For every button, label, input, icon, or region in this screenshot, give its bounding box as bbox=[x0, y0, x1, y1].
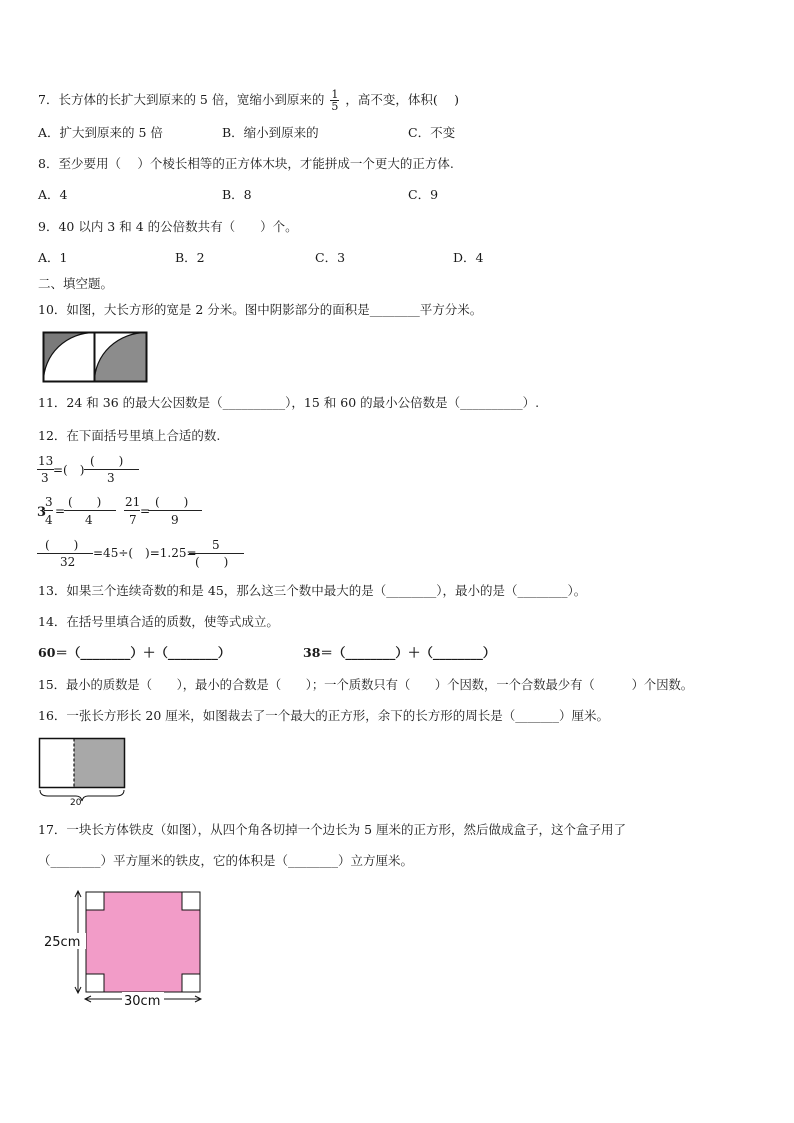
q13-stem: 13．如果三个连续奇数的和是 45，那么这三个数中最大的是（________），最小的是（________）。 bbox=[38, 583, 587, 598]
q9-option-c[interactable]: C．3 bbox=[315, 250, 346, 265]
q12-r2-den3: 7 bbox=[129, 513, 137, 527]
q9-stem: 9．40 以内 3 和 4 的公倍数共有（ ）个。 bbox=[38, 219, 298, 234]
q16-stem: 16．一张长方形长 20 厘米，如图裁去了一个最大的正方形，余下的长方形的周长是（_______）厘米。 bbox=[38, 708, 610, 723]
q17-stem-1: 17．一块长方体铁皮（如图），从四个角各切掉一个边长为 5 厘米的正方形，然后做成盒子，这个盒子用了 bbox=[38, 822, 627, 837]
q17-height-label: 25cm bbox=[44, 935, 81, 950]
q12-r2-num1: 3 bbox=[45, 495, 53, 509]
q12-r1-num1: 13 bbox=[38, 454, 54, 468]
q12-r1-mid[interactable]: =( ) bbox=[53, 463, 85, 477]
q16-length-label: 20 bbox=[70, 798, 82, 807]
q17-corner-bottom-right bbox=[182, 974, 200, 992]
q12-r2-bar4 bbox=[148, 510, 202, 511]
q12-r3-den1: 32 bbox=[60, 555, 76, 569]
q17-corner-bottom-left bbox=[86, 974, 104, 992]
q17-figure bbox=[40, 886, 220, 1012]
q12-r3-mid[interactable]: =45÷( )=1.25= bbox=[93, 546, 197, 560]
q12-r1-bar2 bbox=[84, 469, 139, 470]
q12-r2-num2[interactable]: ( ) bbox=[68, 495, 102, 509]
section-title: 二、填空题。 bbox=[38, 276, 114, 291]
q14-eq2[interactable]: 38＝（________）＋（________） bbox=[303, 645, 496, 660]
q9-option-b[interactable]: B．2 bbox=[175, 250, 205, 265]
q10-stem: 10．如图，大长方形的宽是 2 分米。图中阴影部分的面积是________平方分米。 bbox=[38, 302, 483, 317]
q7-option-a[interactable]: A．扩大到原来的 5 倍 bbox=[38, 125, 163, 140]
q15-stem: 15．最小的质数是（ ），最小的合数是（ ）；一个质数只有（ ）个因数，一个合数最少有（ ）个因数。 bbox=[38, 678, 694, 692]
q12-r2-den4: 9 bbox=[171, 513, 179, 527]
q12-r2-bar3 bbox=[124, 510, 140, 511]
q16-shaded-square bbox=[74, 739, 124, 787]
q10-figure bbox=[42, 331, 148, 383]
q7-fraction: $\frac{1}{5}$ bbox=[331, 88, 339, 113]
q12-r3-den2[interactable]: ( ) bbox=[195, 555, 229, 569]
q11-stem: 11．24 和 36 的最大公因数是（__________），15 和 60 的最小公倍数是（__________）. bbox=[38, 395, 540, 410]
q12-r2-eq1: = bbox=[55, 504, 66, 518]
q12-r1-den2: 3 bbox=[107, 471, 115, 485]
q12-r1-bar1 bbox=[37, 469, 54, 470]
q12-r3-bar1 bbox=[37, 553, 93, 554]
q12-r2-num3: 21 bbox=[125, 495, 141, 509]
q17-width-label: 30cm bbox=[124, 994, 161, 1009]
q12-r2-eq2: = bbox=[140, 504, 151, 518]
q12-r2-num4[interactable]: ( ) bbox=[155, 495, 189, 509]
q14-eq1[interactable]: 60＝（________）＋（________） bbox=[38, 645, 231, 660]
q12-r3-num2: 5 bbox=[212, 538, 220, 552]
q8-stem: 8．至少要用（ ）个棱长相等的正方体木块，才能拼成一个更大的正方体. bbox=[38, 156, 454, 171]
q7-option-c[interactable]: C．不变 bbox=[408, 125, 456, 140]
q14-stem: 14．在括号里填合适的质数，使等式成立。 bbox=[38, 614, 279, 629]
q12-r1-num2[interactable]: ( ) bbox=[90, 454, 124, 468]
q12-r2-den2: 4 bbox=[85, 513, 93, 527]
q12-r2-bar2 bbox=[64, 510, 116, 511]
q12-stem: 12．在下面括号里填上合适的数. bbox=[38, 428, 221, 443]
q9-option-a[interactable]: A．1 bbox=[38, 250, 68, 265]
q9-option-d[interactable]: D．4 bbox=[453, 250, 484, 265]
q17-corner-top-right bbox=[182, 892, 200, 910]
q7-stem: 7．长方体的长扩大到原来的 5 倍，宽缩小到原来的 $\frac{1}{5}$ ，高不变，体积( ) bbox=[38, 88, 460, 113]
q17-corner-top-left bbox=[86, 892, 104, 910]
q12-r2-whole: 3 bbox=[37, 505, 47, 520]
q8-option-c[interactable]: C．9 bbox=[408, 187, 439, 202]
q16-figure bbox=[38, 737, 128, 807]
q7-option-b[interactable]: B．缩小到原来的 bbox=[222, 125, 319, 140]
q12-r1-den1: 3 bbox=[41, 471, 49, 485]
q8-option-b[interactable]: B．8 bbox=[222, 187, 252, 202]
q16-brace bbox=[40, 790, 124, 801]
q12-r3-bar2 bbox=[189, 553, 244, 554]
q17-stem-2: （________）平方厘米的铁皮，它的体积是（________）立方厘米。 bbox=[38, 853, 414, 868]
q12-r2-den1: 4 bbox=[45, 513, 53, 527]
q12-r2-bar1 bbox=[44, 510, 53, 511]
q12-r3-num1[interactable]: ( ) bbox=[45, 538, 79, 552]
q8-option-a[interactable]: A．4 bbox=[38, 187, 68, 202]
